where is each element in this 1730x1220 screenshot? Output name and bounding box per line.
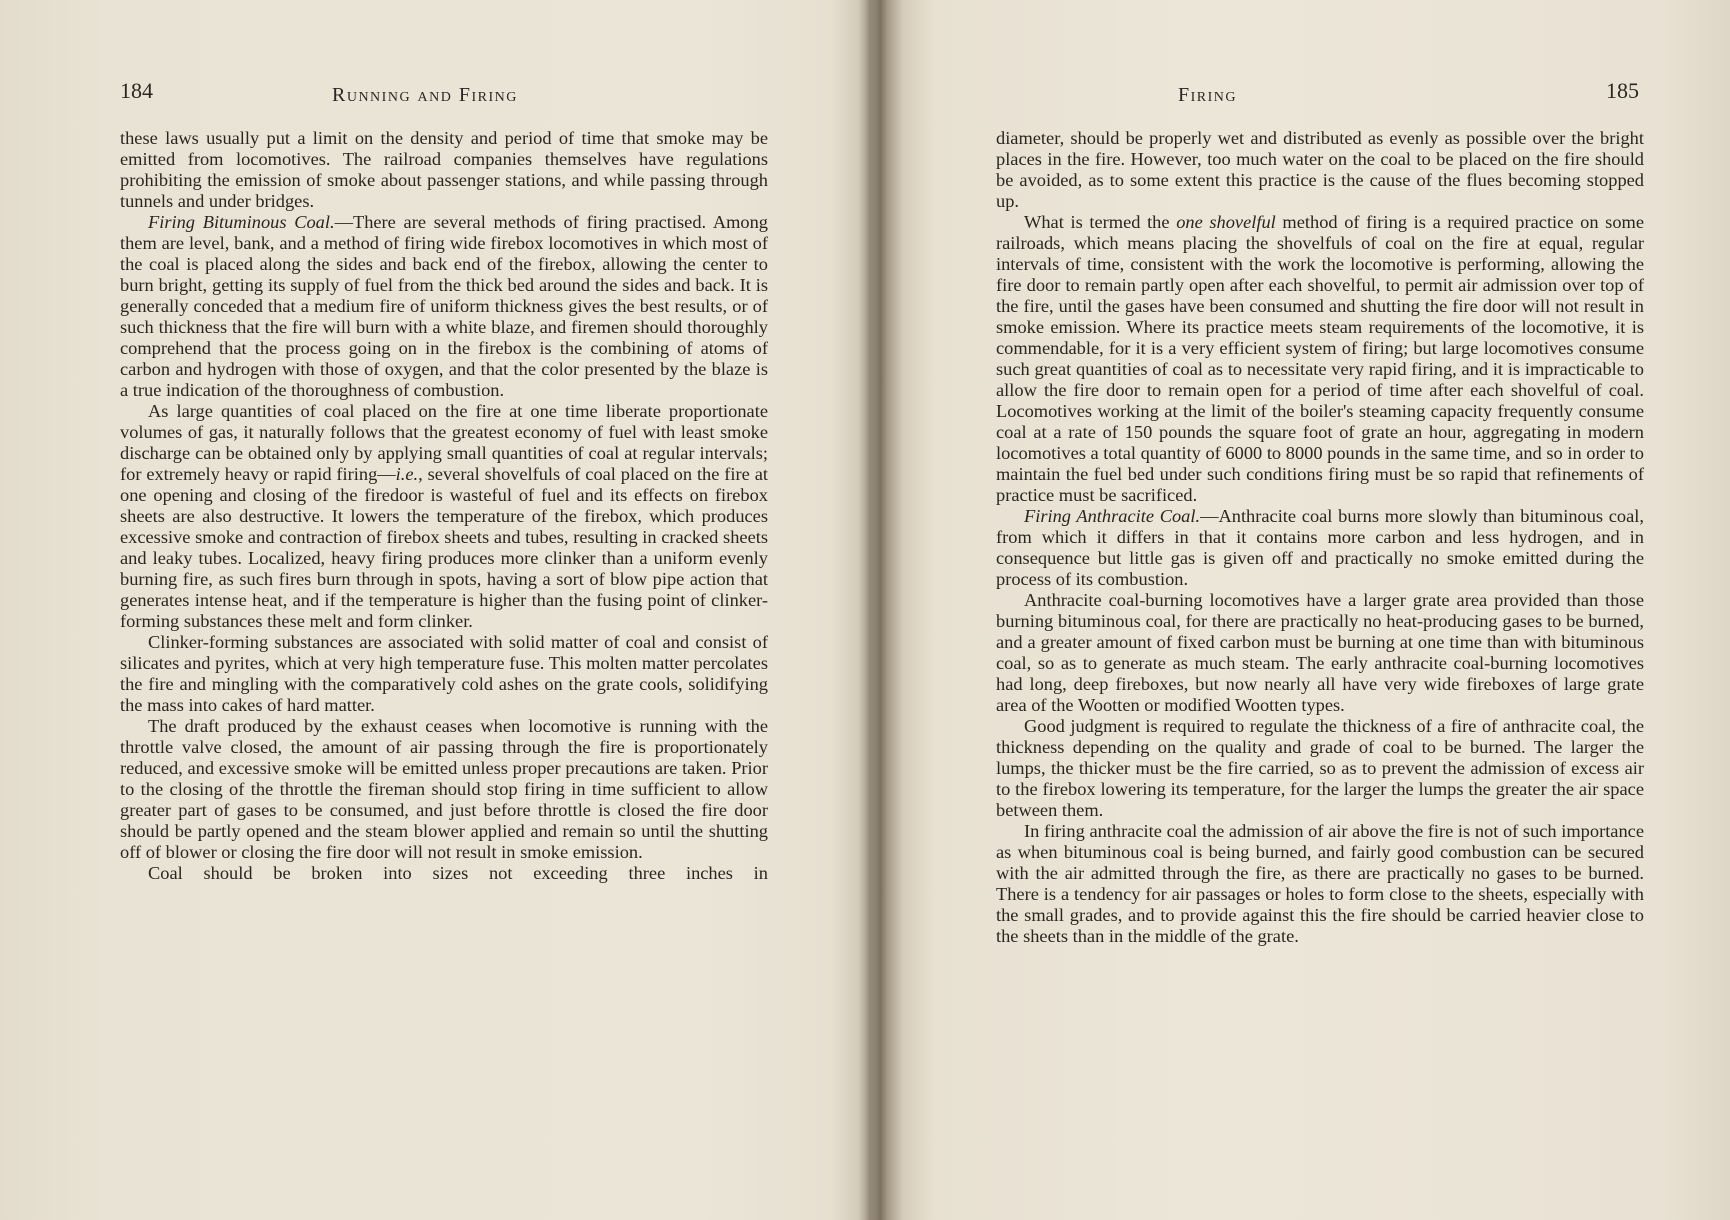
paragraph xyxy=(996,821,1644,947)
left-page-body xyxy=(120,128,768,884)
paragraph-text: diameter, should be properly wet and distributed as evenly as possible over the bright places in the fire. However, too much water on the coal to be placed on the fire should be avoided, as to some extent this practice is the cause of the flues becoming stopped up. xyxy=(996,128,1644,211)
section-lead: Firing Anthracite Coal. xyxy=(1024,506,1201,526)
emphasis: i.e., xyxy=(395,464,423,484)
paragraph xyxy=(120,863,768,884)
paragraph-text: these laws usually put a limit on the density and period of time that smoke may be emitted from locomotives. The railroad companies themselves have regulations prohibiting the emission of smoke about passenger stations, and while passing through tunnels and under bridges. xyxy=(120,128,768,211)
running-head-left-title: Running and Firing xyxy=(332,84,518,106)
paragraph xyxy=(996,590,1644,716)
paragraph-text: Clinker-forming substances are associated with solid matter of coal and consist of silicates and pyrites, which at very high temperature fuse. This molten matter percolates the fire and mingling with the comparatively cold ashes on the grate cools, solidifying the mass into cakes of hard matter. xyxy=(120,632,768,715)
paragraph-text: As large quantities of coal placed on the fire at one time liberate proportionate volumes of gas, it naturally follows that the greatest economy of fuel with least smoke discharge can be obtained only by applying small quantities of coal at regular intervals; for extremely heavy or rapid firing— xyxy=(120,401,768,484)
paragraph xyxy=(996,128,1644,212)
paragraph-text: several shovelfuls of coal placed on the fire at one opening and closing of the firedoor is wasteful of fuel and its effects on firebox sheets are also destructive. It lowers the temperature of the firebox, which produces excessive smoke and contraction of firebox sheets and tubes, resulting in cracked sheets and leaky tubes. Localized, heavy firing produces more clinker than a uniform evenly burning fire, as such fires burn through in spots, having a sort of blow pipe action that generates intense heat, and if the temperature is higher than the fusing point of clinker-forming substances these melt and form clinker. xyxy=(120,464,768,631)
paragraph-text: —Anthracite coal burns more slowly than bituminous coal, from which it differs in that it contains more carbon and less hydrogen, and in consequence but little gas is given off and practically no smoke emitted during the process of its combustion. xyxy=(996,506,1644,589)
page-number-right: 185 xyxy=(1606,78,1639,103)
paragraph xyxy=(120,632,768,716)
paragraph-text: The draft produced by the exhaust ceases when locomotive is running with the throttle valve closed, the amount of air passing through the fire is proportionately reduced, and excessive smoke will be emitted unless proper precautions are taken. Prior to the closing of the throttle the fireman should stop firing in time sufficient to allow greater part of gases to be consumed, and just before throttle is closed the fire door should be partly opened and the steam blower applied and remain so until the shutting off of blower or closing the fire door will not result in smoke emission. xyxy=(120,716,768,862)
paragraph xyxy=(120,212,768,401)
paragraph xyxy=(120,128,768,212)
running-head-right-title: Firing xyxy=(1178,84,1238,106)
right-page-body xyxy=(996,128,1644,947)
paragraph xyxy=(120,401,768,632)
paragraph-text: —There are several methods of firing practised. Among them are level, bank, and a method of firing wide firebox locomotives in which most of the coal is placed along the sides and back end of the firebox, allowing the center to burn bright, getting its supply of fuel from the thick bed around the sides and back. It is generally conceded that a medium fire of uniform thickness gives the best results, or of such thickness that the fire will burn with a white blaze, and firemen should thoroughly comprehend that the process going on in the firebox is the combining of atoms of carbon and hydrogen with those of oxygen, and that the color presented by the blaze is a true indication of the thoroughness of combustion. xyxy=(120,212,768,400)
paragraph-text: What is termed the xyxy=(1024,212,1177,232)
paragraph-text: Coal should be broken into sizes not exceeding three inches in xyxy=(148,863,768,883)
section-lead: Firing Bituminous Coal. xyxy=(148,212,335,232)
paragraph-text: Anthracite coal-burning locomotives have a larger grate area provided than those burning bituminous coal, for there are practically no heat-producing gases to be burned, and a greater amount of fixed carbon must be burning at one time than with bituminous coal, so as to generate as much steam. The early anthracite coal-burning locomotives had long, deep fireboxes, but now nearly all have very wide fireboxes of large grate area of the Wootten or modified Wootten types. xyxy=(996,590,1644,715)
paragraph xyxy=(996,716,1644,821)
emphasis: one shovelful xyxy=(1176,212,1276,232)
paragraph xyxy=(120,716,768,863)
paragraph xyxy=(996,506,1644,590)
paragraph-text: method of firing is a required practice on some railroads, which means placing the shovelfuls of coal on the fire at equal, regular intervals of time, consistent with the work the locomotive is performing, allowing the fire door to remain partly open after each shovelful, to permit air admission over top of the fire, until the gases have been consumed and shutting the fire door will not result in smoke emission. Where its practice meets steam requirements of the locomotive, it is commendable, for it is a very efficient system of firing; but large locomotives consume such great quantities of coal as to necessitate very rapid firing, and it is impracticable to allow the fire door to remain open for a period of time after each shovelful of coal. Locomotives working at the limit of the boiler's steaming capacity frequently consume coal at a rate of 150 pounds the square foot of grate an hour, aggregating in modern locomotives a total quantity of 6000 to 8000 pounds in the same time, and so in order to maintain the fuel bed under such conditions firing must be so rapid that refinements of practice must be sacrificed. xyxy=(996,212,1644,505)
paragraph-text: Good judgment is required to regulate the thickness of a fire of anthracite coal, the thickness depending on the quality and grade of coal to be burned. The larger the lumps, the thicker must be the fire carried, so as to prevent the admission of excess air to the firebox lowering its temperature, for the larger the lumps the greater the air space between them. xyxy=(996,716,1644,820)
right-page xyxy=(878,0,1730,1220)
running-head-left xyxy=(332,80,632,110)
running-head-right xyxy=(1178,80,1378,110)
paragraph-text: In firing anthracite coal the admission of air above the fire is not of such importance as when bituminous coal is being burned, and fairly good combustion can be secured with the air admitted through the fire, as there are practically no gases to be burned. There is a tendency for air passages or holes to form close to the sheets, especially with the small grades, and to provide against this the fire should be carried heavier close to the sheets than in the middle of the grate. xyxy=(996,821,1644,946)
paragraph xyxy=(996,212,1644,506)
page-number-left: 184 xyxy=(120,78,153,103)
